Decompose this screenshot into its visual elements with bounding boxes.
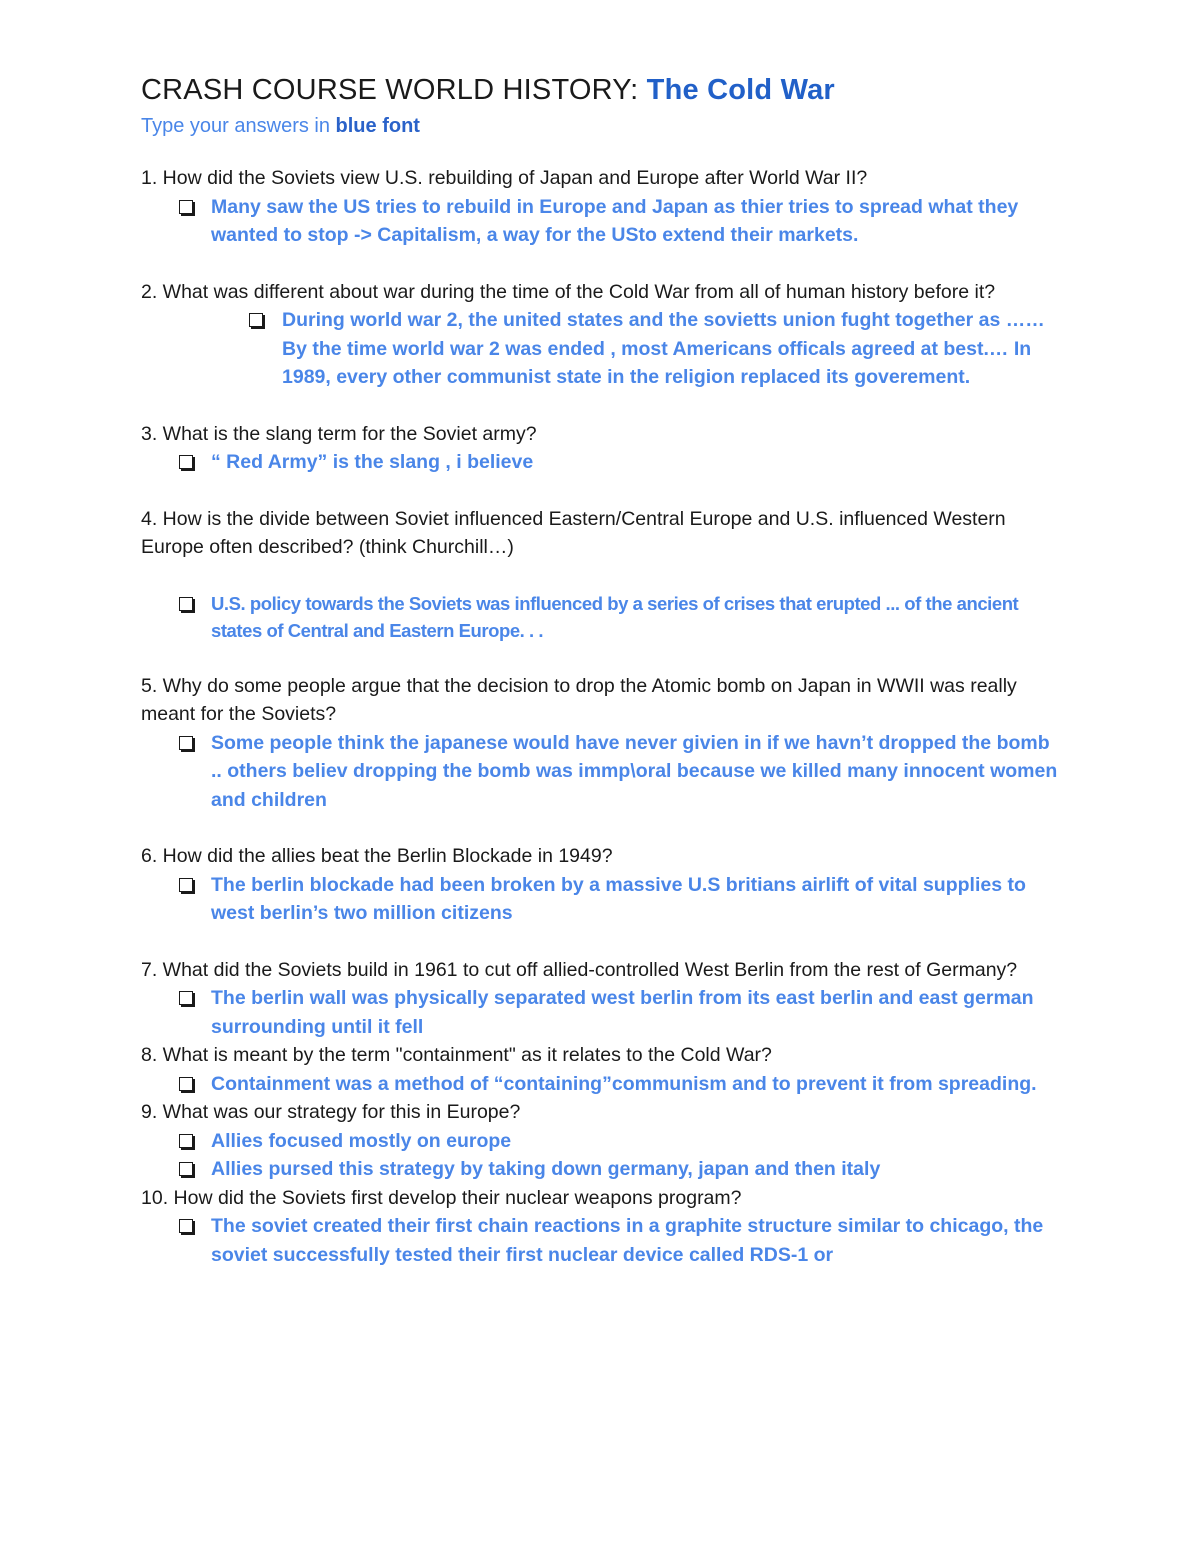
checkbox-icon[interactable] — [179, 878, 193, 892]
answer-item[interactable] — [141, 1212, 1061, 1269]
question-7: 7. What did the Soviets build in 1961 to cut off allied-controlled West Berlin from the rest of Germany? — [141, 958, 1018, 981]
answer-text: “ Red Army” is the slang , i believe — [211, 451, 534, 473]
answer-list-1 — [141, 193, 1061, 250]
answer-item[interactable] — [141, 590, 1061, 644]
question-2: 2. What was different about war during the time of the Cold War from all of human history before it? — [141, 280, 996, 303]
checkbox-icon[interactable] — [179, 1219, 193, 1233]
checkbox-icon[interactable] — [249, 313, 263, 327]
checkbox-icon[interactable] — [179, 200, 193, 214]
checkbox-icon[interactable] — [179, 1162, 193, 1176]
answer-list-8 — [141, 1070, 1061, 1099]
worksheet-page — [141, 72, 1061, 1269]
page-title — [141, 72, 1061, 108]
instructions-bold: blue font — [335, 115, 420, 137]
question-8: 8. What is meant by the term "containment" as it relates to the Cold War? — [141, 1044, 772, 1066]
checkbox-icon[interactable] — [179, 991, 193, 1005]
title-accent: The Cold War — [646, 74, 835, 106]
answer-list-3 — [141, 448, 1061, 477]
answer-item[interactable] — [141, 984, 1061, 1041]
answer-text: U.S. policy towards the Soviets was influenced by a series of crises that erupted ... of the ancient states of Central and Eastern Europe. . . — [211, 592, 1019, 641]
question-1: 1. How did the Soviets view U.S. rebuilding of Japan and Europe after World War II? — [141, 167, 868, 189]
answer-list-6 — [141, 871, 1061, 928]
answer-list-2 — [141, 306, 1061, 392]
question-3: 3. What is the slang term for the Soviet army? — [141, 422, 537, 445]
instructions-prefix: Type your answers in — [141, 115, 336, 137]
answer-text: Some people think the japanese would have never givien in if we havn’t dropped the bomb .. others believ dropping the bomb was immp\oral because we killed many innocent women and children — [211, 731, 1058, 811]
answer-text: During world war 2, the united states and the sovietts union fught together as ……By the time world war 2 was ended , most Americans officals agreed at best.… In 1989, every other communist state in the religion replaced its goverement. — [282, 309, 1045, 388]
answer-item[interactable] — [141, 1155, 1061, 1184]
answer-item[interactable] — [141, 729, 1061, 815]
answer-text: Many saw the US tries to rebuild in Europe and Japan as thier tries to spread what they wanted to stop -> Capitalism, a way for the USto extend their markets. — [211, 195, 1019, 246]
answer-list-7 — [141, 984, 1061, 1041]
checkbox-icon[interactable] — [179, 1077, 193, 1091]
answer-item[interactable] — [141, 871, 1061, 928]
answer-list-5 — [141, 729, 1061, 815]
answer-list-10 — [141, 1212, 1061, 1269]
answer-text: Allies focused mostly on europe — [211, 1129, 512, 1152]
checkbox-icon[interactable] — [179, 736, 193, 750]
question-6: 6. How did the allies beat the Berlin Blockade in 1949? — [141, 845, 613, 867]
answer-item[interactable] — [141, 1070, 1061, 1099]
answer-text: The soviet created their first chain reactions in a graphite structure similar to chicago, the soviet successfully tested their first nuclear device called RDS-1 or — [211, 1215, 1044, 1266]
title-prefix: CRASH COURSE WORLD HISTORY: — [141, 74, 647, 106]
answer-item[interactable] — [141, 448, 1061, 477]
checkbox-icon[interactable] — [179, 455, 193, 469]
answer-list-9 — [141, 1127, 1061, 1184]
question-10: 10. How did the Soviets first develop their nuclear weapons program? — [141, 1186, 742, 1209]
answer-text: Allies pursed this strategy by taking down germany, japan and then italy — [211, 1158, 881, 1180]
checkbox-icon[interactable] — [179, 1134, 193, 1148]
instructions — [141, 112, 1061, 140]
answer-list-4 — [141, 590, 1061, 644]
answer-item[interactable] — [141, 306, 1061, 392]
answer-text: The berlin wall was physically separated west berlin from its east berlin and east german surrounding until it fell — [211, 987, 1034, 1038]
checkbox-icon[interactable] — [179, 597, 193, 611]
answer-text: The berlin blockade had been broken by a massive U.S britians airlift of vital supplies to west berlin’s two million citizens — [211, 873, 1026, 924]
question-5: 5. Why do some people argue that the decision to drop the Atomic bomb on Japan in WWII was really meant for the Soviets? — [141, 674, 1017, 725]
answer-item[interactable] — [141, 193, 1061, 250]
answer-text: Containment was a method of “containing”communism and to prevent it from spreading. — [211, 1072, 1037, 1095]
answer-item[interactable] — [141, 1127, 1061, 1156]
question-4: 4. How is the divide between Soviet influenced Eastern/Central Europe and U.S. influenced Western Europe often described? (think Churchill…) — [141, 507, 1006, 558]
question-9: 9. What was our strategy for this in Europe? — [141, 1101, 521, 1123]
